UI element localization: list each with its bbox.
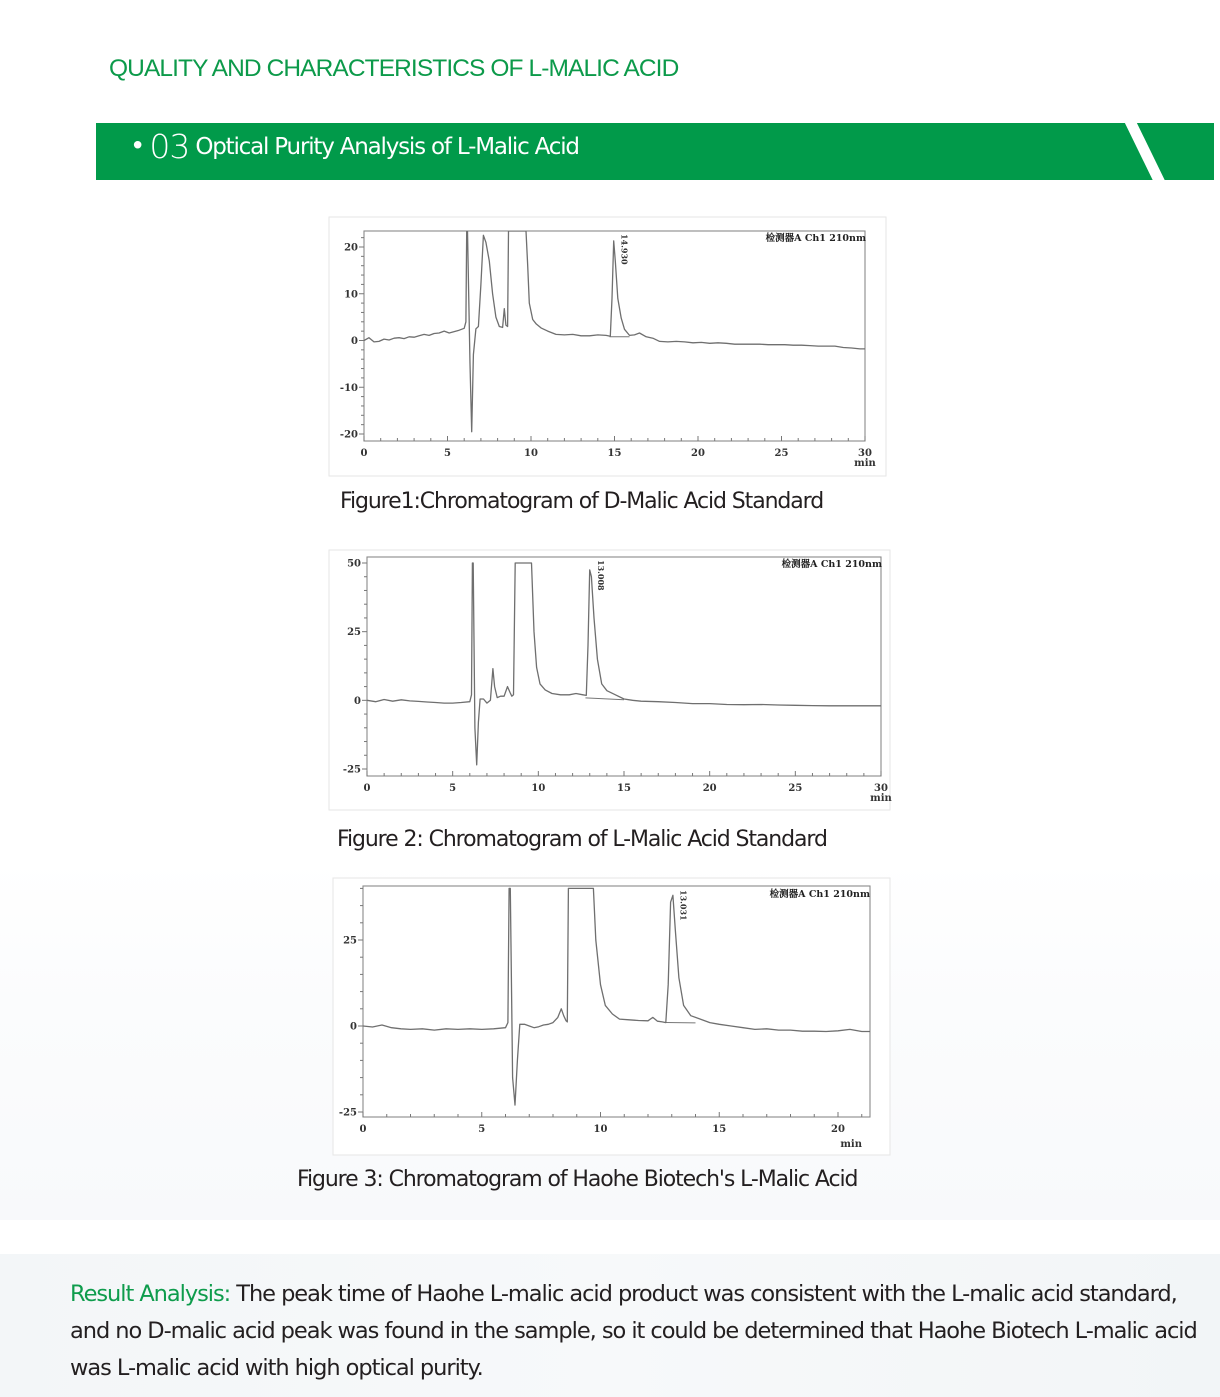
x-axis-unit-label: min xyxy=(870,793,892,804)
x-tick-label: 10 xyxy=(524,448,538,459)
x-axis-unit-label: min xyxy=(840,1139,862,1150)
bullet-icon: • xyxy=(130,131,146,162)
x-tick-label: 25 xyxy=(774,448,789,459)
x-tick-label: 10 xyxy=(531,783,546,794)
chart-panel xyxy=(333,878,890,1155)
x-tick-label: 0 xyxy=(360,448,368,459)
result-analysis xyxy=(70,1276,1200,1387)
x-axis-unit-label: min xyxy=(854,458,876,469)
y-tick-label: -10 xyxy=(339,382,358,394)
x-tick-label: 10 xyxy=(593,1124,608,1135)
x-tick-label: 15 xyxy=(712,1124,727,1135)
y-tick-label: 0 xyxy=(350,1021,357,1033)
x-tick-label: 5 xyxy=(478,1124,486,1135)
x-tick-label: 20 xyxy=(702,783,717,794)
peak-retention-label: 13.008 xyxy=(595,560,606,591)
peak-retention-label: 14.930 xyxy=(619,234,630,265)
banner-number: 03 xyxy=(149,127,190,166)
x-tick-label: 30 xyxy=(858,448,872,459)
y-tick-label: -25 xyxy=(338,1107,357,1119)
y-tick-label: 20 xyxy=(344,242,358,254)
x-tick-label: 0 xyxy=(363,783,371,794)
x-tick-label: 5 xyxy=(449,783,457,794)
y-tick-label: 10 xyxy=(344,289,358,301)
banner-title: Optical Purity Analysis of L-Malic Acid xyxy=(195,133,579,160)
x-tick-label: 0 xyxy=(359,1124,367,1135)
x-tick-label: 5 xyxy=(444,448,451,459)
y-tick-label: 0 xyxy=(351,336,358,347)
detector-label: 检测器A Ch1 210nm xyxy=(765,233,866,244)
detector-label: 检测器A Ch1 210nm xyxy=(781,559,882,570)
x-tick-label: 15 xyxy=(607,448,622,459)
y-tick-label: -25 xyxy=(342,764,361,776)
peak-retention-label: 13.031 xyxy=(678,890,689,921)
figure-1-caption: Figure1:Chromatogram of D-Malic Acid Standard xyxy=(340,489,824,514)
y-tick-label: 25 xyxy=(347,627,361,639)
y-tick-label: 0 xyxy=(354,695,361,707)
result-text: The peak time of Haohe L-malic acid product was consistent with the L-malic acid standard, and no D-malic acid peak was found in the sample, so it could be determined that Haohe Biotech L-malic acid was L-malic acid with high optical purity. xyxy=(70,1281,1197,1381)
x-tick-label: 20 xyxy=(831,1124,845,1135)
x-tick-label: 15 xyxy=(617,783,631,794)
x-tick-label: 25 xyxy=(788,783,803,794)
y-tick-label: -20 xyxy=(339,429,358,441)
x-tick-label: 30 xyxy=(874,783,888,794)
y-tick-label: 50 xyxy=(347,558,361,570)
figure-2-caption: Figure 2: Chromatogram of L-Malic Acid Standard xyxy=(337,827,827,852)
section-title: QUALITY AND CHARACTERISTICS OF L-MALIC ACID xyxy=(109,55,679,82)
figure-3-caption: Figure 3: Chromatogram of Haohe Biotech's L-Malic Acid xyxy=(297,1167,858,1192)
result-label: Result Analysis: xyxy=(70,1281,231,1307)
y-tick-label: 25 xyxy=(343,935,357,947)
x-tick-label: 20 xyxy=(691,448,705,459)
detector-label: 检测器A Ch1 210nm xyxy=(769,889,870,900)
